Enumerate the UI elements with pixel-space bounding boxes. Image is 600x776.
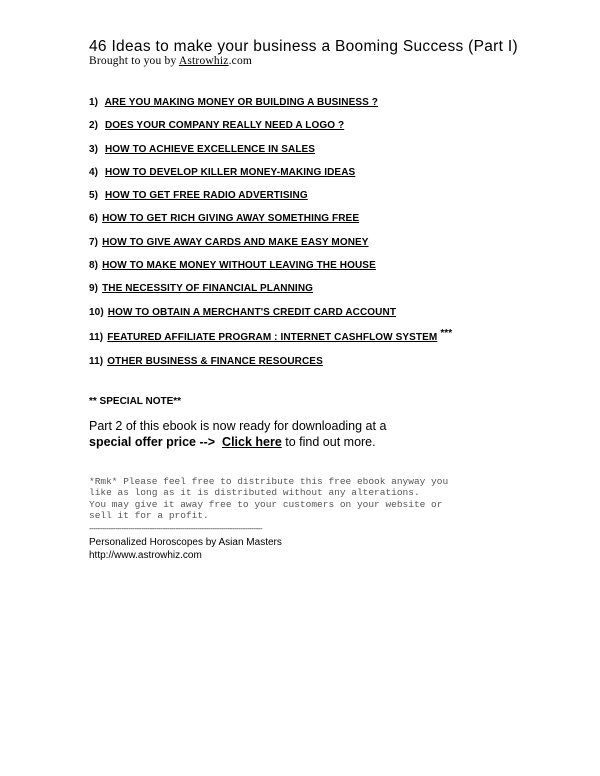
toc-link[interactable]: HOW TO GET RICH GIVING AWAY SOMETHING FREE xyxy=(102,213,360,225)
toc-link[interactable]: HOW TO MAKE MONEY WITHOUT LEAVING THE HOUSE xyxy=(102,260,376,272)
toc-item xyxy=(89,167,452,190)
toc-number: 2) xyxy=(89,120,99,132)
toc-link[interactable]: FEATURED AFFILIATE PROGRAM : INTERNET CASHFLOW SYSTEM xyxy=(107,331,438,343)
toc-item xyxy=(89,190,452,213)
toc-link[interactable]: HOW TO GET FREE RADIO ADVERTISING xyxy=(104,190,308,202)
toc-link[interactable]: HOW TO GIVE AWAY CARDS AND MAKE EASY MONEY xyxy=(102,236,369,248)
toc-number: 6) xyxy=(89,213,99,225)
offer-tail: to find out more. xyxy=(281,435,376,449)
brought-suffix: .com xyxy=(228,55,253,67)
offer-price-label: special offer price --> xyxy=(89,435,216,449)
offer-line1: of this ebook is now ready for downloading at a xyxy=(122,419,387,433)
table-of-contents xyxy=(89,97,452,380)
toc-number: 10) xyxy=(89,306,104,318)
toc-item xyxy=(89,260,452,283)
toc-link[interactable]: HOW TO ACHIEVE EXCELLENCE IN SALES xyxy=(104,143,316,155)
page-title: 46 Ideas to make your business a Booming Success (Part I) xyxy=(89,38,518,55)
toc-link[interactable]: OTHER BUSINESS & FINANCE RESOURCES xyxy=(107,356,323,368)
toc-link[interactable]: ARE YOU MAKING MONEY OR BUILDING A BUSINESS ? xyxy=(104,97,379,108)
toc-number: 4) xyxy=(89,166,99,178)
footer-url: http://www.astrowhiz.com xyxy=(89,549,202,561)
divider-rule: -------------------------------------------------------------------------------- xyxy=(89,524,263,533)
offer-paragraph xyxy=(89,418,409,450)
toc-item xyxy=(89,307,452,330)
toc-number: 9) xyxy=(89,283,99,295)
brought-by xyxy=(89,55,252,67)
toc-link[interactable]: THE NECESSITY OF FINANCIAL PLANNING xyxy=(102,283,314,295)
toc-item xyxy=(89,356,452,379)
footer xyxy=(89,537,282,562)
toc-number: 7) xyxy=(89,236,99,248)
toc-number: 11) xyxy=(89,356,104,368)
toc-item xyxy=(89,213,452,236)
offer-part: Part 2 xyxy=(89,419,123,433)
toc-item xyxy=(89,283,452,306)
featured-stars: *** xyxy=(440,327,453,339)
toc-number: 11) xyxy=(89,331,104,343)
brought-prefix: Brought to you by xyxy=(89,55,179,67)
toc-item xyxy=(89,120,452,143)
toc-number: 3) xyxy=(89,143,99,155)
toc-number: 5) xyxy=(89,190,99,202)
toc-link[interactable]: DOES YOUR COMPANY REALLY NEED A LOGO ? xyxy=(104,120,345,132)
footer-tagline: Personalized Horoscopes by Asian Masters xyxy=(89,537,282,548)
distribution-remark: *Rmk* Please feel free to distribute this free ebook anyway you like as long as it is distributed without any alterations. You may give it away free to your customers on your website or sell it for a profit. xyxy=(89,476,449,521)
toc-item xyxy=(89,97,452,120)
toc-link[interactable]: HOW TO OBTAIN A MERCHANT'S CREDIT CARD ACCOUNT xyxy=(107,306,397,318)
click-here-link[interactable]: Click here xyxy=(222,435,282,449)
toc-item xyxy=(89,144,452,167)
toc-item xyxy=(89,327,453,357)
astrowhiz-link[interactable]: Astrowhiz xyxy=(178,55,229,67)
toc-number: 8) xyxy=(89,260,99,272)
toc-link[interactable]: HOW TO DEVELOP KILLER MONEY-MAKING IDEAS xyxy=(104,166,356,178)
toc-number: 1) xyxy=(89,97,99,108)
toc-item xyxy=(89,237,452,260)
special-note-heading: ** SPECIAL NOTE** xyxy=(89,396,182,407)
